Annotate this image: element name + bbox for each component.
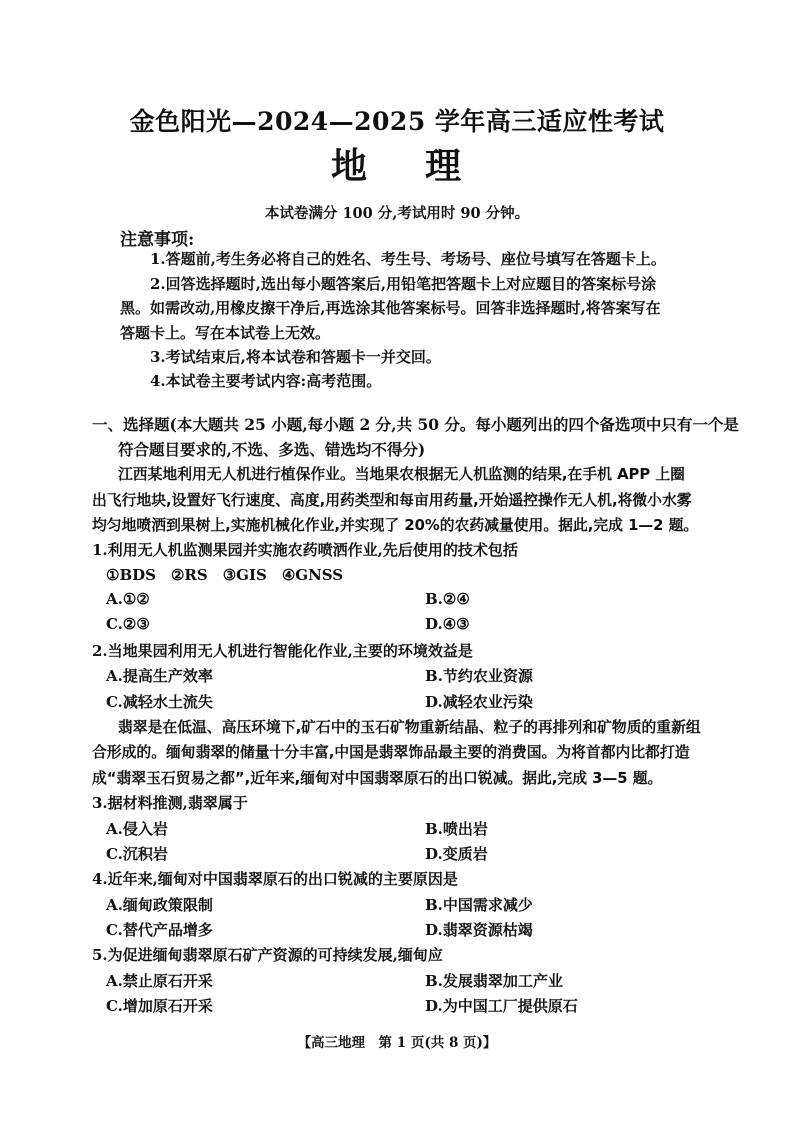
material-1-line-3: 均匀地喷洒到果树上,实施机械化作业,并实现了 20%的农药减量使用。据此,完成 1—2 题。 bbox=[92, 517, 699, 534]
material-1-line-1: 江西某地利用无人机进行植保作业。当地果农根据无人机监测的结果,在手机 APP 上圈 bbox=[118, 466, 685, 483]
question-4-option-d: D.翡翠资源枯竭 bbox=[425, 921, 533, 939]
question-4-stem: 4.近年来,缅甸对中国翡翠原石的出口锐减的主要原因是 bbox=[92, 870, 458, 888]
question-1-items: ①BDS ②RS ③GIS ④GNSS bbox=[106, 566, 344, 584]
question-2-option-d: D.减轻农业污染 bbox=[425, 693, 533, 711]
question-1-option-d: D.④③ bbox=[425, 615, 470, 633]
notice-title: 注意事项: bbox=[120, 230, 195, 250]
subject-char-2: 理 bbox=[425, 145, 464, 187]
question-2-option-b: B.节约农业资源 bbox=[425, 667, 533, 685]
exam-title: 金色阳光—2024—2025 学年高三适应性考试 bbox=[129, 107, 665, 136]
question-3-option-a: A.侵入岩 bbox=[106, 820, 168, 838]
notice-line-1: 1.答题前,考生务必将自己的姓名、考生号、考场号、座位号填写在答题卡上。 bbox=[150, 250, 666, 268]
notice-line-5: 3.考试结束后,将本试卷和答题卡一并交回。 bbox=[150, 348, 441, 366]
question-5-option-b: B.发展翡翠加工产业 bbox=[425, 972, 563, 990]
question-3-option-c: C.沉积岩 bbox=[106, 845, 168, 863]
question-1-option-b: B.②④ bbox=[425, 590, 470, 608]
material-2-line-2: 合形成的。缅甸翡翠的储量十分丰富,中国是翡翠饰品最主要的消费国。为将首都内比都打造 bbox=[92, 744, 690, 761]
question-1-option-c: C.②③ bbox=[106, 615, 150, 633]
subject-title bbox=[0, 138, 794, 189]
question-5-option-a: A.禁止原石开采 bbox=[106, 972, 213, 990]
question-2-option-c: C.减轻水土流失 bbox=[106, 693, 213, 711]
question-3-stem: 3.据材料推测,翡翠属于 bbox=[92, 794, 248, 812]
exam-intro: 本试卷满分 100 分,考试用时 90 分钟。 bbox=[264, 205, 530, 222]
question-5-option-c: C.增加原石开采 bbox=[106, 997, 213, 1015]
question-4-option-c: C.替代产品增多 bbox=[106, 921, 213, 939]
question-3-option-d: D.变质岩 bbox=[425, 845, 488, 863]
notice-line-2: 2.回答选择题时,选出每小题答案后,用铅笔把答题卡上对应题目的答案标号涂 bbox=[150, 275, 657, 293]
subject-char-1: 地 bbox=[330, 145, 369, 187]
material-2-line-1: 翡翠是在低温、高压环境下,矿石中的玉石矿物重新结晶、粒子的再排列和矿物质的重新组 bbox=[118, 719, 701, 736]
question-2-option-a: A.提高生产效率 bbox=[106, 667, 213, 685]
question-5-stem: 5.为促进缅甸翡翠原石矿产资源的可持续发展,缅甸应 bbox=[92, 946, 443, 964]
question-4-option-b: B.中国需求减少 bbox=[425, 896, 533, 914]
question-2-stem: 2.当地果园利用无人机进行智能化作业,主要的环境效益是 bbox=[92, 642, 473, 660]
question-1-option-a: A.①② bbox=[106, 590, 150, 608]
material-1-line-2: 出飞行地块,设置好飞行速度、高度,用药类型和每亩用药量,开始遥控操作无人机,将微小水雾 bbox=[92, 492, 692, 509]
notice-line-3: 黑。如需改动,用橡皮擦干净后,再选涂其他答案标号。回答非选择题时,将答案写在 bbox=[120, 299, 661, 317]
section-heading-2: 符合题目要求的,不选、多选、错选均不得分) bbox=[118, 440, 426, 459]
section-heading-1: 一、选择题(本大题共 25 小题,每小题 2 分,共 50 分。每小题列出的四个备选项中只有一个是 bbox=[92, 415, 739, 434]
notice-line-4: 答题卡上。写在本试卷上无效。 bbox=[120, 324, 331, 342]
question-4-option-a: A.缅甸政策限制 bbox=[106, 896, 213, 914]
question-5-option-d: D.为中国工厂提供原石 bbox=[425, 997, 578, 1015]
question-1-stem: 1.利用无人机监测果园并实施农药喷洒作业,先后使用的技术包括 bbox=[92, 541, 518, 559]
material-2-line-3: 成“翡翠玉石贸易之都”,近年来,缅甸对中国翡翠原石的出口锐减。据此,完成 3—5 题。 bbox=[92, 770, 663, 787]
page-footer: 【高三地理 第 1 页(共 8 页)】 bbox=[297, 1035, 497, 1051]
question-3-option-b: B.喷出岩 bbox=[425, 820, 488, 838]
notice-line-6: 4.本试卷主要考试内容:高考范围。 bbox=[150, 372, 382, 390]
